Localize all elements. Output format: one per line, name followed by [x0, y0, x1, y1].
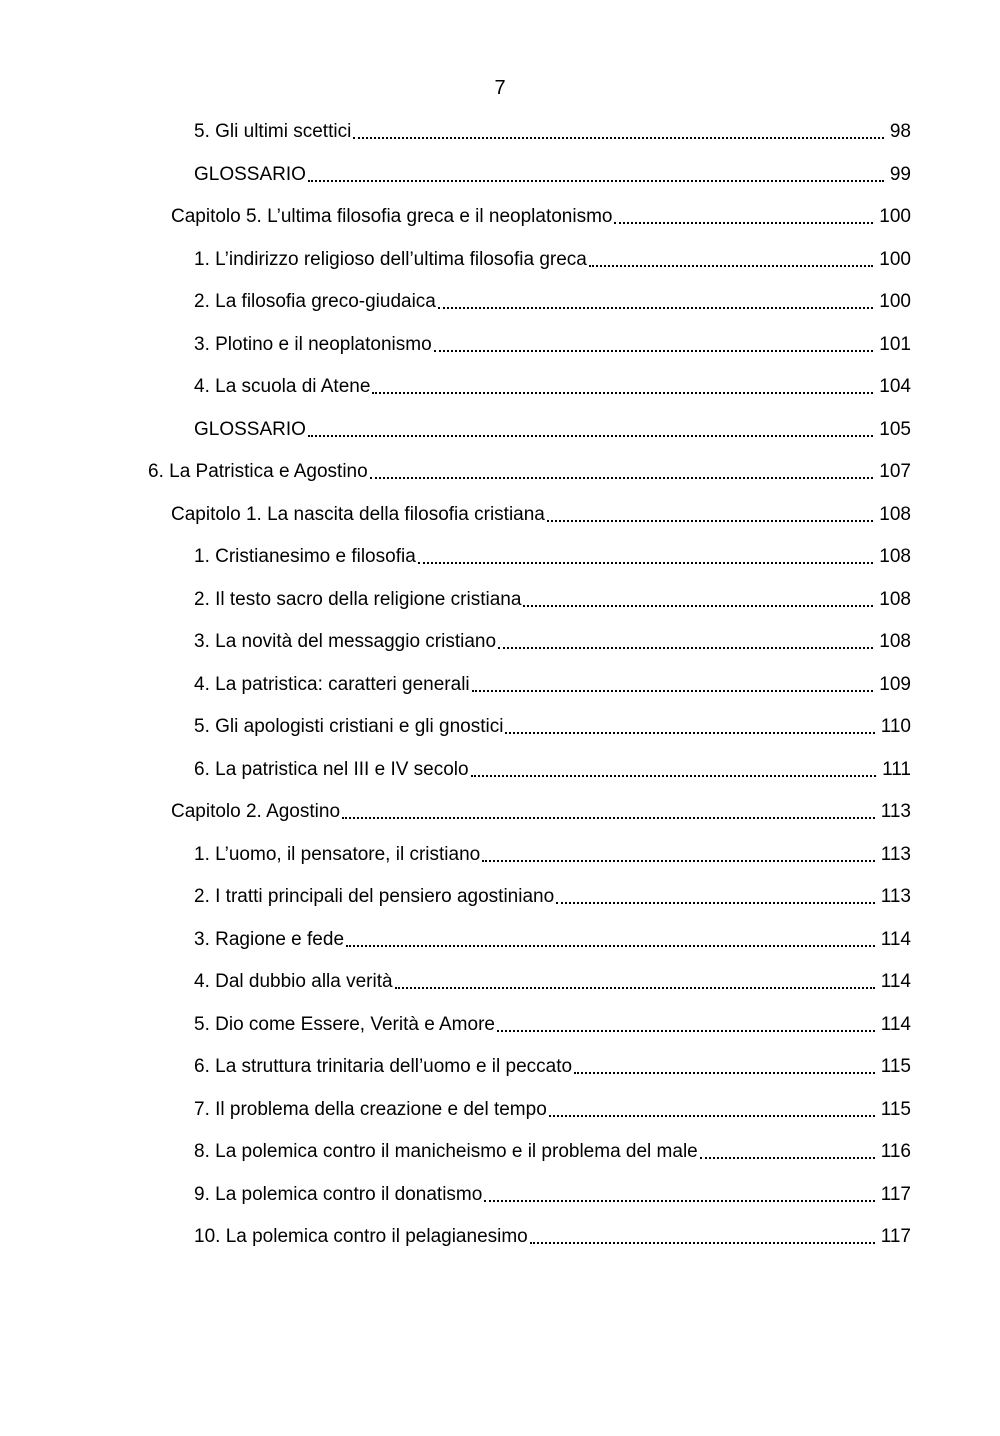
toc-entry-page: 107 — [879, 461, 911, 482]
toc-dot-leader — [484, 1175, 874, 1215]
toc-dot-leader — [418, 537, 874, 577]
toc-entry[interactable] — [194, 325, 911, 365]
toc-entry[interactable] — [194, 155, 911, 195]
toc-dot-leader — [353, 112, 884, 152]
toc-dot-leader — [372, 367, 873, 407]
toc-entry-page: 117 — [880, 1226, 911, 1247]
toc-dot-leader — [547, 495, 873, 535]
toc-entry-title: 4. La patristica: caratteri generali — [194, 673, 470, 695]
toc-entry-page: 113 — [880, 843, 911, 865]
toc-dot-leader — [614, 197, 873, 237]
page-number: 7 — [494, 77, 506, 99]
toc-entry[interactable] — [194, 962, 911, 1002]
toc-entry-page: 113 — [880, 886, 911, 907]
toc-entry-title: 2. La filosofia greco-giudaica — [194, 291, 436, 312]
toc-entry-page: 100 — [879, 291, 911, 312]
toc-entry[interactable] — [194, 1132, 911, 1172]
toc-dot-leader — [498, 622, 873, 662]
toc-entry-page: 110 — [880, 716, 911, 737]
toc-entry-title: Capitolo 2. Agostino — [171, 801, 341, 822]
toc-entry[interactable] — [194, 580, 911, 620]
toc-entry[interactable] — [194, 1175, 911, 1215]
toc-entry-page: 99 — [889, 163, 911, 185]
toc-dot-leader — [472, 665, 874, 705]
toc-entry-page: 115 — [880, 1098, 911, 1120]
toc-dot-leader — [589, 240, 873, 280]
toc-entry-title: 8. La polemica contro il manicheismo e il problema del male — [194, 1141, 698, 1162]
toc-entry[interactable] — [194, 920, 911, 960]
toc-entry-page: 116 — [880, 1141, 911, 1162]
toc-dot-leader — [342, 792, 875, 832]
toc-dot-leader — [308, 155, 884, 195]
toc-entry-page: 100 — [879, 248, 911, 270]
toc-entry[interactable] — [194, 877, 911, 917]
toc-entry-title: 3. Plotino e il neoplatonismo — [194, 333, 432, 355]
toc-entry[interactable] — [171, 792, 911, 832]
toc-dot-leader — [482, 835, 874, 875]
toc-entry-title: 3. La novità del messaggio cristiano — [194, 631, 497, 652]
toc-entry-title: 9. La polemica contro il donatismo — [194, 1183, 483, 1205]
toc-entry-title: 5. Dio come Essere, Verità e Amore — [194, 1013, 495, 1035]
toc-entry-page: 111 — [882, 758, 911, 780]
toc-entry-page: 109 — [879, 673, 911, 695]
toc-dot-leader — [530, 1217, 875, 1257]
toc-entry-page: 115 — [880, 1056, 911, 1077]
toc-entry-page: 114 — [880, 1013, 911, 1035]
toc-entry[interactable] — [194, 367, 911, 407]
toc-entry-title: 1. L’indirizzo religioso dell’ultima filosofia greca — [194, 248, 587, 270]
toc-entry-title: GLOSSARIO — [194, 418, 306, 440]
toc-entry-title: 6. La Patristica e Agostino — [148, 461, 368, 482]
toc-dot-leader — [556, 877, 875, 917]
toc-entry[interactable] — [194, 282, 911, 322]
toc-dot-leader — [395, 962, 875, 1002]
toc-entry[interactable] — [171, 197, 911, 237]
toc-dot-leader — [549, 1090, 875, 1130]
toc-dot-leader — [434, 325, 874, 365]
toc-entry-title: Capitolo 5. L’ultima filosofia greca e il neoplatonismo — [171, 206, 613, 227]
toc-entry-title: 4. Dal dubbio alla verità — [194, 971, 393, 992]
toc-entry[interactable] — [194, 1047, 911, 1087]
toc-entry-title: 2. I tratti principali del pensiero agostiniano — [194, 886, 555, 907]
toc-entry[interactable] — [194, 707, 911, 747]
toc-entry[interactable] — [194, 537, 911, 577]
toc-dot-leader — [471, 750, 877, 790]
toc-entry-page: 108 — [879, 588, 911, 610]
toc-dot-leader — [438, 282, 873, 322]
toc-entry-page: 117 — [880, 1183, 911, 1205]
toc-entry-page: 98 — [889, 121, 911, 142]
toc-entry-title: 5. Gli apologisti cristiani e gli gnostici — [194, 716, 504, 737]
toc-entry-page: 104 — [879, 376, 911, 397]
toc-entry[interactable] — [194, 622, 911, 662]
toc-entry-title: 2. Il testo sacro della religione cristiana — [194, 588, 522, 610]
toc-dot-leader — [346, 920, 875, 960]
toc-entry[interactable] — [171, 495, 911, 535]
toc-entry[interactable] — [194, 410, 911, 450]
toc-entry[interactable] — [194, 240, 911, 280]
toc-entry-title: 3. Ragione e fede — [194, 928, 345, 950]
toc-entry[interactable] — [194, 1217, 911, 1257]
toc-dot-leader — [523, 580, 873, 620]
toc-entry-title: 1. Cristianesimo e filosofia — [194, 546, 416, 567]
toc-entry[interactable] — [194, 750, 911, 790]
toc-entry-title: 5. Gli ultimi scettici — [194, 121, 352, 142]
toc-entry[interactable] — [148, 452, 911, 492]
toc-entry-page: 108 — [879, 503, 911, 525]
toc-entry-page: 114 — [880, 971, 911, 992]
toc-dot-leader — [700, 1132, 875, 1172]
toc-entry[interactable] — [194, 1005, 911, 1045]
toc-entry-title: Capitolo 1. La nascita della filosofia cristiana — [171, 503, 545, 525]
toc-entry[interactable] — [194, 1090, 911, 1130]
toc-entry-title: 1. L’uomo, il pensatore, il cristiano — [194, 843, 481, 865]
toc-entry-page: 105 — [879, 418, 911, 440]
toc-entry-title: 7. Il problema della creazione e del tempo — [194, 1098, 547, 1120]
toc-entry-page: 100 — [879, 206, 911, 227]
toc-entry-title: 10. La polemica contro il pelagianesimo — [194, 1226, 528, 1247]
toc-entry[interactable] — [194, 665, 911, 705]
toc-entry-title: 4. La scuola di Atene — [194, 376, 371, 397]
toc-dot-leader — [574, 1047, 875, 1087]
toc-entry-page: 101 — [879, 333, 911, 355]
toc-entry[interactable] — [194, 835, 911, 875]
toc-dot-leader — [497, 1005, 875, 1045]
toc-entry-page: 113 — [880, 801, 911, 822]
toc-dot-leader — [505, 707, 874, 747]
toc-entry-title: 6. La patristica nel III e IV secolo — [194, 758, 469, 780]
toc-dot-leader — [370, 452, 874, 492]
toc-entry-page: 114 — [880, 928, 911, 950]
toc-entry-title: GLOSSARIO — [194, 163, 306, 185]
toc-entry[interactable] — [194, 112, 911, 152]
toc-dot-leader — [308, 410, 873, 450]
toc-entry-page: 108 — [879, 546, 911, 567]
toc-entry-page: 108 — [879, 631, 911, 652]
toc-entry-title: 6. La struttura trinitaria dell’uomo e il peccato — [194, 1056, 573, 1077]
